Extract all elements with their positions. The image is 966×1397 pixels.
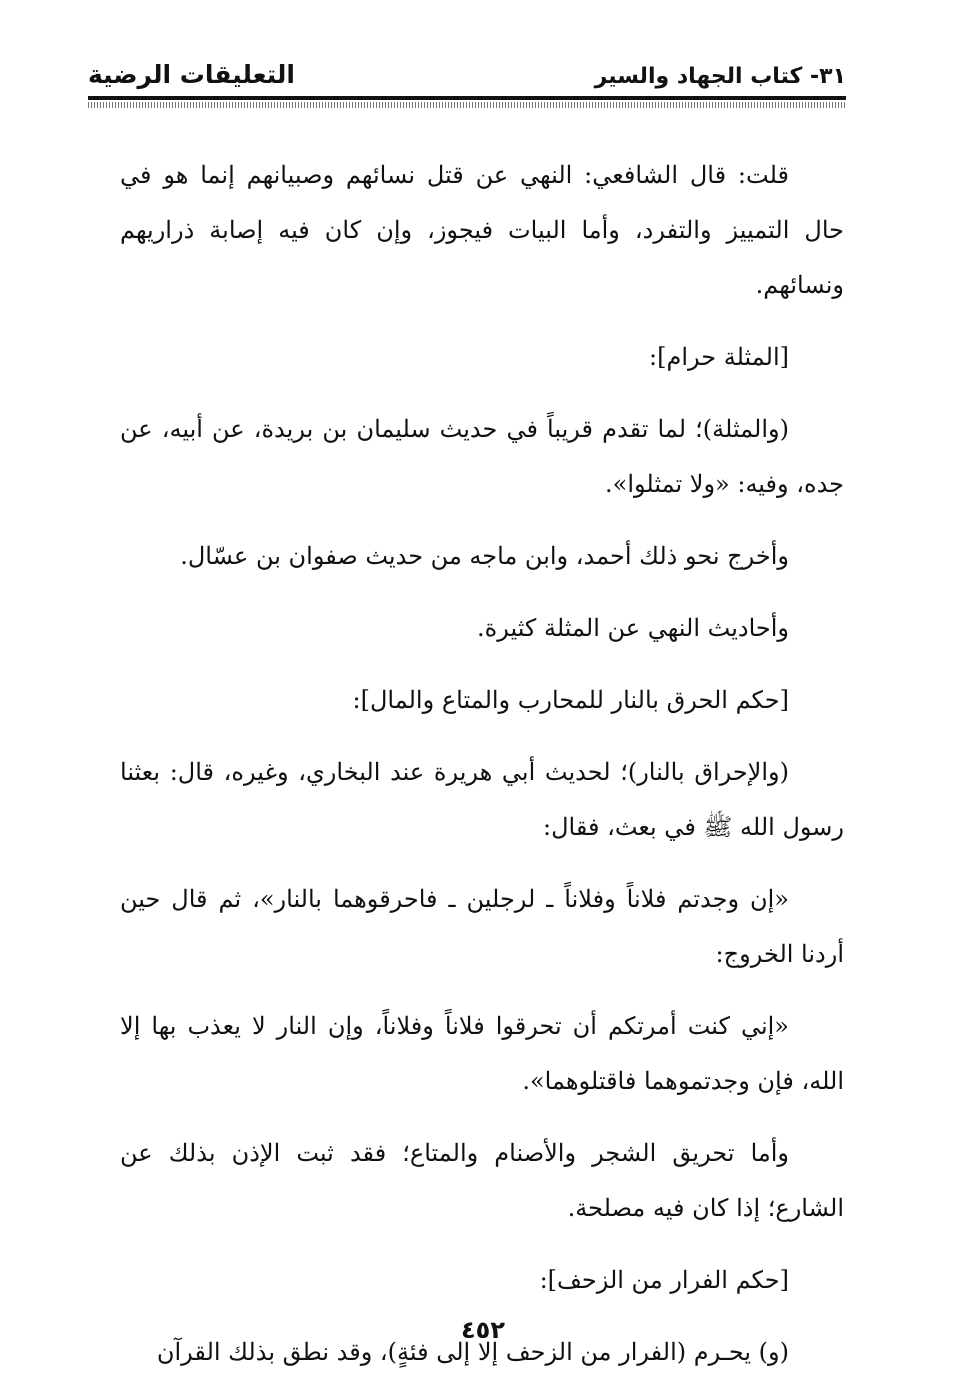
section-heading-mutilation: [المثلة حرام]: xyxy=(649,343,789,371)
paragraph-shafii: قلت: قال الشافعي: النهي عن قتل نسائهم وصبيانهم إنما هو في حال التمييز والتفرد، وأما البيات فيجوز، وإن كان فيه إصابة ذراريهم ونسائهم. xyxy=(120,161,844,299)
paragraph-quote-2: «إني كنت أمرتكم أن تحرقوا فلاناً وفلاناً، وإن النار لا يعذب بها إلا الله، فإن وجدتموهما فاقتلوهما». xyxy=(120,1012,844,1095)
page-body xyxy=(120,148,844,1397)
page-number: ٤٥٢ xyxy=(461,1316,505,1344)
running-header xyxy=(88,58,846,98)
paragraph-burning: (والإحراق بالنار)؛ لحديث أبي هريرة عند البخاري، وغيره، قال: بعثنا رسول الله ﷺ في بعث، فقال: xyxy=(120,758,844,841)
book-title: التعليقات الرضية xyxy=(88,60,295,89)
chapter-title: ٣١- كتاب الجهاد والسير xyxy=(594,64,846,89)
paragraph-trees: وأما تحريق الشجر والأصنام والمتاع؛ فقد ثبت الإذن بذلك عن الشارع؛ إذا كان فيه مصلحة. xyxy=(120,1139,844,1222)
paragraph-hadiths: وأحاديث النهي عن المثلة كثيرة. xyxy=(477,614,789,642)
header-rule xyxy=(88,96,846,100)
header-hatch-rule xyxy=(88,102,846,108)
section-heading-burning: [حكم الحرق بالنار للمحارب والمتاع والمال]: xyxy=(352,686,789,714)
section-heading-fleeing: [حكم الفرار من الزحف]: xyxy=(539,1266,789,1294)
paragraph-quote-1: «إن وجدتم فلاناً وفلاناً ـ لرجلين ـ فاحرقوهما بالنار»، ثم قال حين أردنا الخروج: xyxy=(120,885,844,968)
paragraph-mutilation: (والمثلة)؛ لما تقدم قريباً في حديث سليمان بن بريدة، عن أبيه، عن جده، وفيه: «ولا تمثلوا». xyxy=(120,415,844,498)
paragraph-fleeing: (و) يحـرم (الفرار من الزحف إلا إلى فئةٍ)، وقد نطق بذلك القرآن xyxy=(156,1338,789,1366)
paragraph-ahmad: وأخرج نحو ذلك أحمد، وابن ماجه من حديث صفوان بن عسّال. xyxy=(180,542,789,570)
